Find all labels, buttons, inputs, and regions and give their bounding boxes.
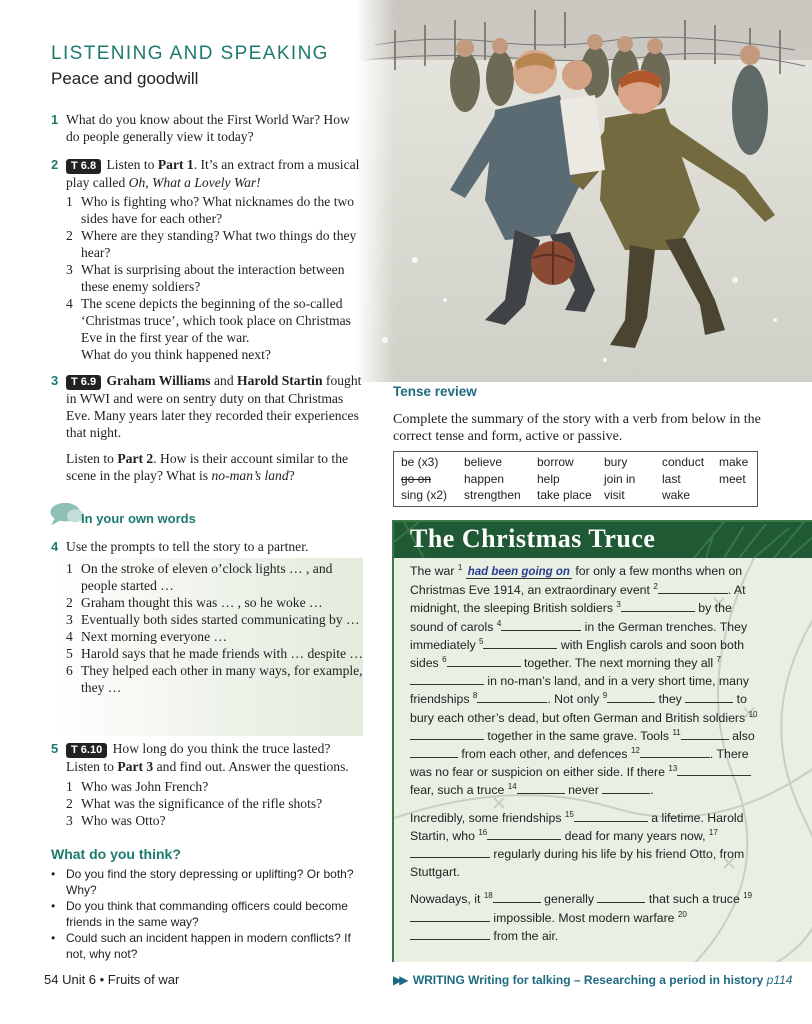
truce-header [394,522,812,558]
gap-number: 14 [507,782,517,792]
list-item [66,295,363,346]
paragraph [410,890,760,945]
item-text: Graham thought this was … , so he woke … [81,595,323,610]
truce-title: The Christmas Truce [410,524,656,553]
verb: believe [464,455,503,469]
gap-blank[interactable] [640,745,710,758]
item-number: 3 [66,612,73,627]
item-text: The scene depicts the beginning of the so-called ‘Christmas truce’, which took place on Christmas Eve in the first year of the war. [81,296,351,345]
paragraph [410,562,760,800]
gap-number: 8 [472,691,478,701]
audio-track-badge[interactable]: T 6.8 [66,159,101,174]
gap-number: 19 [743,891,753,901]
text: and find out. Answer the questions. [153,759,349,774]
item-number: 2 [66,796,73,811]
verb: help [537,471,560,486]
part-label: Part 2 [117,451,154,466]
text: . Not only [547,692,603,707]
text: regularly during his life by his friend Otto, from Stuttgart. [410,847,745,880]
verb-column [464,454,521,504]
list-item: • Do you find the story depressing or uplifting? Or both? Why? [51,866,371,898]
gap-number: 3 [616,600,621,610]
item-text: Who was John French? [81,779,209,794]
play-title: Oh, What a Lovely War! [128,175,261,190]
list-item [66,778,363,795]
text: . At midnight, the sleeping British soldiers [410,583,746,616]
question-number: 3 [51,373,59,388]
list-item [66,227,363,261]
text: fought in WWI and were on sentry duty on that Christmas Eve. Many years later they recorded their experiences that night. [66,373,362,440]
gap-blank[interactable] [621,599,695,612]
verb-box [393,451,758,507]
text: fear, such a truce [410,783,508,798]
item-text: Who is fighting who? What nicknames do the two sides have for each other? [81,194,355,226]
section-title: LISTENING AND SPEAKING [51,43,329,64]
text: ? [288,468,295,483]
gap-number: 5 [479,636,484,646]
text: for only a few months when on Christmas Eve 1914, an extraordinary event [410,564,743,598]
in-your-own-words-label: In your own words [81,511,196,526]
item-number: 6 [66,663,73,678]
gap-blank[interactable] [681,727,729,740]
question-2 [51,156,363,363]
list-item: • Could such an incident happen in modern conflicts? If not, why not? [51,930,371,962]
item-text: What was the significance of the rifle shots? [81,796,323,811]
gap-number: 7 [716,655,721,665]
gap-blank[interactable] [447,654,521,667]
audio-track-badge[interactable]: T 6.10 [66,743,107,758]
paragraph [410,809,760,882]
verb: strengthen [464,488,521,502]
verb: happen [464,471,505,486]
gap-blank[interactable] [602,781,650,794]
question-text [66,372,363,441]
gap-blank[interactable] [597,890,645,903]
verb: join in [604,471,636,486]
text: never [564,783,603,798]
text: together in the same grave. Tools [484,728,673,743]
verb-column [401,454,447,504]
gap-blank[interactable] [410,727,484,740]
gap-blank[interactable] [477,690,547,703]
text: also [728,728,755,743]
gap-blank[interactable] [574,809,648,822]
list-item [66,560,363,594]
text: a lifetime. Harold Startin, who [410,810,744,843]
question-1 [51,111,363,145]
question-number: 2 [51,157,59,172]
text: Listen to [66,451,118,466]
verb-column [537,454,592,504]
list-item [66,346,363,363]
text: generally [540,892,598,907]
list-item [66,261,363,295]
item-text: Next morning everyone … [81,629,228,644]
gap-number: 1 [457,563,463,572]
gap-blank[interactable] [410,672,484,685]
item-text: Harold says that he made friends with … despite … [81,646,364,661]
gap-blank[interactable] [685,690,733,703]
gap-blank[interactable] [501,618,581,631]
gap-blank[interactable] [517,781,565,794]
item-text: On the stroke of eleven o’clock lights … , and people started … [81,561,333,593]
double-arrow-icon: ▶▶ [393,973,406,987]
verb: be (x3) [401,455,439,469]
discussion-list [51,866,371,962]
text: and [210,373,238,388]
question-number: 1 [51,112,59,127]
verb-column [662,454,704,504]
hero-illustration [355,0,812,382]
list-item: • Do you think that commanding officers could become friends in the same way? [51,898,371,930]
crossref-page: p114 [766,973,793,987]
gap-number: 16 [478,827,488,837]
item-number: 2 [66,228,73,243]
section-subtitle: Peace and goodwill [51,69,199,88]
verb: sing (x2) [401,488,448,502]
prompt-list [66,560,363,696]
question-number: 4 [51,539,59,554]
verb: bury [604,455,628,469]
example-answer: had been going on [467,566,570,578]
gap-number: 17 [708,827,718,837]
gap-blank[interactable] [410,927,490,940]
gap-blank[interactable] [487,827,561,840]
item-text: They helped each other in many ways, for example, they … [81,663,363,695]
person-name: Harold Startin [237,373,323,388]
verb-column [719,454,748,487]
list-item [66,645,363,662]
gap-number: 4 [496,618,502,628]
verb: make [719,455,749,469]
verb: wake [662,488,691,502]
text: to bury each other’s dead, but often German and British soldiers [410,692,749,725]
text: . How is their account similar to the scene in the play? What is [66,451,349,483]
gap-blank[interactable] [410,745,458,758]
question-number: 5 [51,741,59,756]
verb-used: go on [401,471,432,486]
person-name: Graham Williams [106,373,211,388]
verb: last [662,471,681,486]
subquestion-list [66,778,363,829]
question-text: What do you know about the First World War? How do people generally view it today? [66,112,350,144]
verb: take place [537,488,592,502]
term: no-man’s land [211,468,289,483]
gap-blank[interactable] [607,690,655,703]
gap-blank[interactable] [483,636,557,649]
item-text: Eventually both sides started communicating by … [81,612,360,627]
gap-number: 9 [602,691,608,701]
gap-number: 11 [672,727,681,737]
question-5 [51,740,363,829]
text: dead for many years now, [561,828,709,843]
text: Listen to [106,157,158,172]
truce-text [410,562,760,954]
text: they [655,692,686,707]
gap-blank[interactable] [677,763,751,776]
gap-blank[interactable] [658,581,728,594]
item-text: What is surprising about the interaction between these enemy soldiers? [81,262,345,294]
list-item [66,795,363,812]
list-item [66,628,363,645]
item-number: 5 [66,646,73,661]
item-text: What do you think happened next? [81,347,271,362]
list-item [66,611,363,628]
question-text [66,450,363,484]
footer-crossref[interactable] [393,973,792,987]
item-number: 4 [66,629,73,644]
question-text: Use the prompts to tell the story to a partner. [66,539,309,554]
what-do-you-think-heading: What do you think? [51,846,181,862]
item-number: 3 [66,262,73,277]
text: from each other, and defences [458,747,631,762]
text: by the sound of carols [410,601,732,634]
gap-number: 13 [668,764,678,774]
audio-track-badge[interactable]: T 6.9 [66,375,101,390]
tense-review-instruction: Complete the summary of the story with a verb from below in the correct tense and form, active or passive. [393,412,761,444]
text: . It’s an extract from a musical play called [66,157,360,190]
item-number: 2 [66,595,73,610]
text: in no-man’s land, and in a very short time, many friendships [410,674,749,707]
text: . [650,783,654,798]
part-label: Part 3 [117,759,154,774]
item-number: 1 [66,779,73,794]
item-number: 1 [66,194,73,209]
tense-review-heading: Tense review [393,384,477,399]
gap-number: 2 [653,582,658,592]
text: impossible. Most modern warfare [490,910,678,925]
gap-number: 20 [677,909,687,919]
question-text [66,740,363,775]
christmas-truce-panel [392,520,812,962]
text: from the air. [490,928,559,943]
item-number: 1 [66,561,73,576]
text: in the German trenches. They immediately [410,619,748,652]
verb-column [604,454,635,504]
list-item [66,812,363,829]
subquestion-list [66,193,363,363]
list-item [66,193,363,227]
gap-number: 15 [564,809,574,819]
text: together. The next morning they all [520,656,717,671]
verb: visit [604,488,625,502]
item-number: 4 [66,296,73,311]
gap-number: 12 [630,746,640,756]
part-label: Part 1 [157,157,194,172]
item-text: Where are they standing? What two things do they hear? [81,228,357,260]
gap-blank[interactable] [410,845,490,858]
christmas-truce-football-illustration [355,0,812,382]
question-4 [51,538,363,696]
text: How long do you think the truce lasted? Listen to [66,741,331,774]
gap-number: 18 [483,891,493,901]
gap-blank[interactable] [410,909,490,922]
item-text: Who was Otto? [81,813,166,828]
list-item [66,662,363,696]
text: The war [410,564,458,578]
text: Incredibly, some friendships [410,810,565,825]
footer-page-info: 54 Unit 6 • Fruits of war [44,972,180,987]
verb: meet [719,471,746,486]
text: that such a truce [645,892,744,907]
question-text [66,156,363,191]
verb: borrow [537,455,574,469]
item-number: 3 [66,813,73,828]
verb: conduct [662,455,705,469]
text: Nowadays, it [410,892,484,907]
list-item [66,594,363,611]
text: . There was no fear or suspicion on either side. If there [410,747,749,780]
gap-number: 6 [442,655,447,665]
question-3 [51,372,363,484]
gap-blank[interactable] [493,890,541,903]
text: with English carols and soon both sides [410,637,745,671]
crossref-text: WRITING Writing for talking – Researching a period in history [412,973,764,987]
gap-number: 10 [748,709,758,719]
